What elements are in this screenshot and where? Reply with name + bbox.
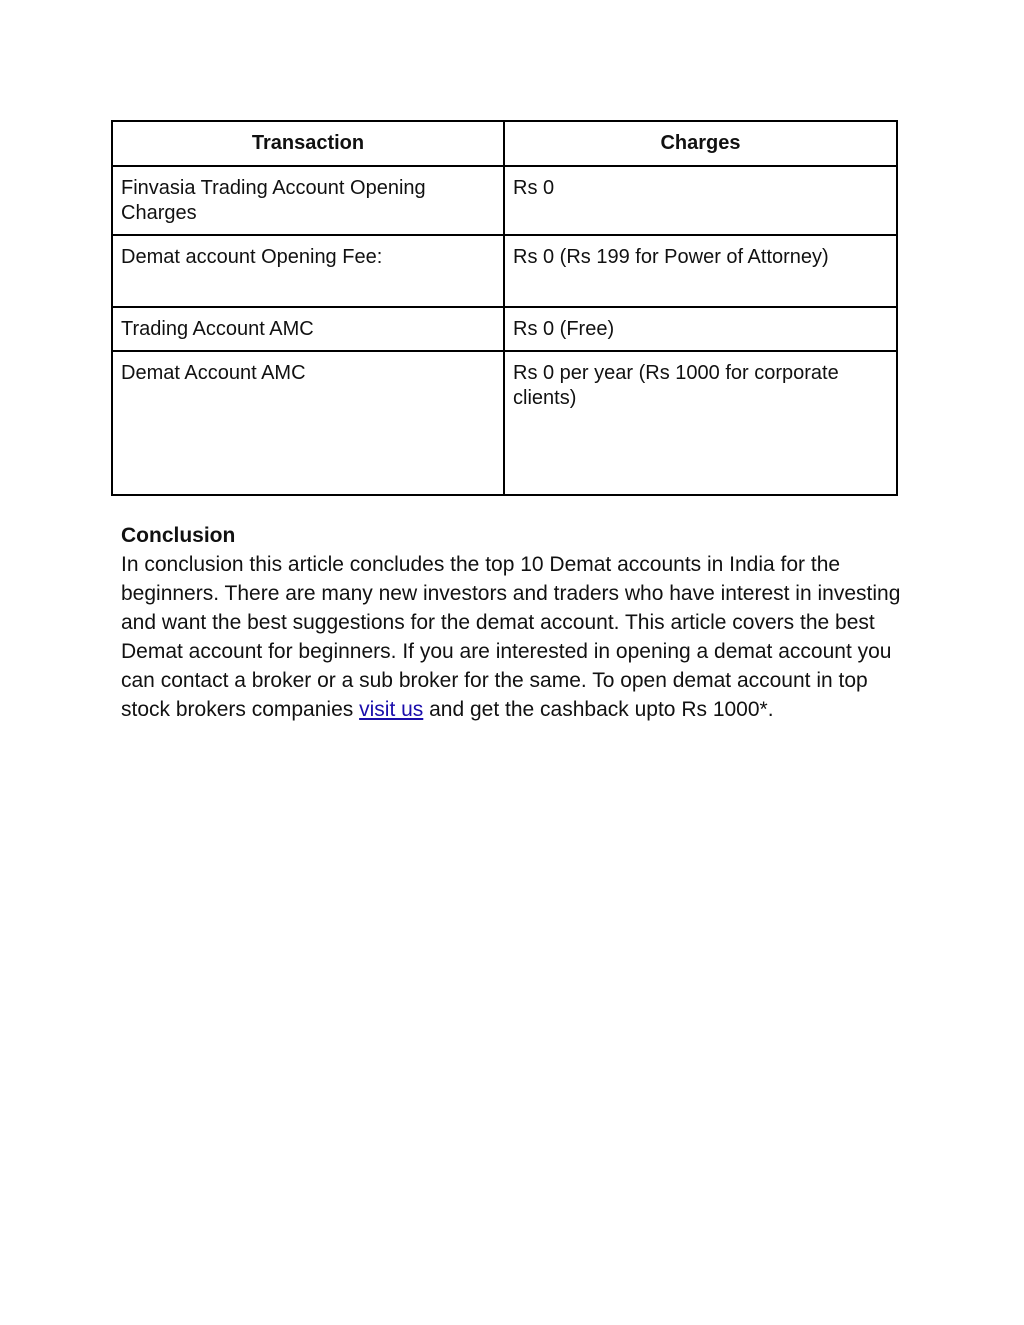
header-charges: Charges bbox=[504, 121, 897, 166]
header-transaction: Transaction bbox=[112, 121, 504, 166]
table-row bbox=[112, 307, 897, 351]
table-cell-transaction: Demat Account AMC bbox=[112, 351, 504, 495]
conclusion-text-end: and get the cashback upto Rs 1000*. bbox=[423, 698, 774, 721]
table-cell-transaction: Finvasia Trading Account Opening Charges bbox=[112, 166, 504, 235]
conclusion-section bbox=[121, 521, 911, 724]
table-row bbox=[112, 351, 897, 495]
table-cell-charges: Rs 0 (Rs 199 for Power of Attorney) bbox=[504, 235, 897, 307]
table-cell-transaction: Demat account Opening Fee: bbox=[112, 235, 504, 307]
table-header-row bbox=[112, 121, 897, 166]
table-cell-transaction: Trading Account AMC bbox=[112, 307, 504, 351]
conclusion-text-start: In conclusion this article concludes the top 10 Demat accounts in India for the beginners. There are many new investors and traders who have interest in investing and want the best suggestions for the demat account. This article covers the best Demat account for beginners. If you are interested in opening a demat account you can contact a broker or a sub broker for the same. To open demat account in top stock brokers companies bbox=[121, 553, 901, 721]
table-cell-charges: Rs 0 (Free) bbox=[504, 307, 897, 351]
table-cell-charges: Rs 0 per year (Rs 1000 for corporate clients) bbox=[504, 351, 897, 495]
conclusion-paragraph bbox=[121, 550, 911, 724]
conclusion-heading: Conclusion bbox=[121, 524, 236, 547]
table-row bbox=[112, 235, 897, 307]
charges-table bbox=[111, 120, 898, 496]
table-row bbox=[112, 166, 897, 235]
table-cell-charges: Rs 0 bbox=[504, 166, 897, 235]
visit-us-link[interactable]: visit us bbox=[359, 698, 424, 721]
